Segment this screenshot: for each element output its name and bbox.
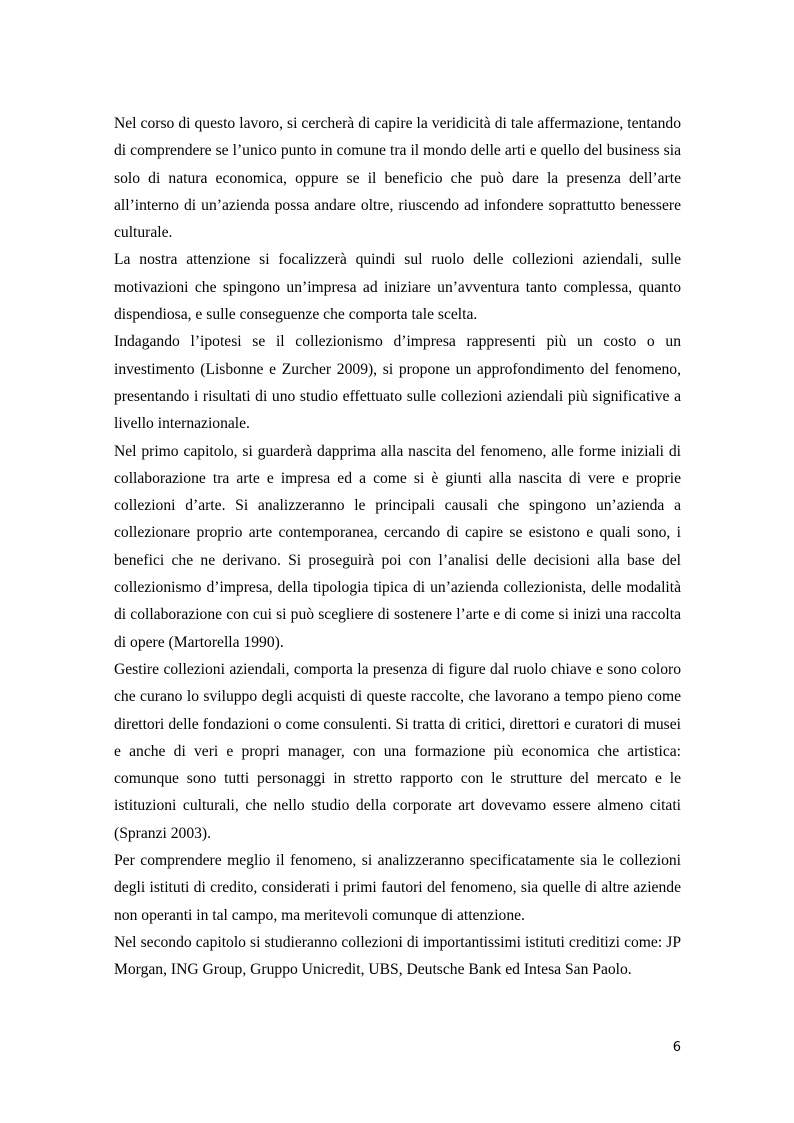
paragraph-method: Per comprendere meglio il fenomeno, si analizzeranno specificatamente sia le collezioni degli istituti di credito, considerati i primi fautori del fenomeno, sia quelle di altre aziende non operanti in tal campo, ma meritevoli comunque di attenzione.: [114, 852, 681, 924]
paragraph-focus: La nostra attenzione si focalizzerà quindi sul ruolo delle collezioni aziendali, sulle motivazioni che spingono un’impresa ad iniziare un’avventura tanto complessa, quanto dispendiosa, e sulle conseguenze che comporta tale scelta.: [114, 251, 681, 324]
paragraph-key-figures: Gestire collezioni aziendali, comporta la presenza di figure dal ruolo chiave e sono coloro che curano lo sviluppo degli acquisti di queste raccolte, che lavorano a tempo pieno come direttori delle fondazioni o come consulenti. Si tratta di critici, direttori e curatori di musei e anche di veri e propri manager, con una formazione più economica che artistica: comunque sono tutti personaggi in stretto rapporto con le strutture del mercato e le istituzioni culturali, che nello studio della corporate art dovevamo essere almeno citati (Spranzi 2003).: [114, 660, 681, 842]
paragraph-hypothesis: Indagando l’ipotesi se il collezionismo d’impresa rappresenti più un costo o un investimento (Lisbonne e Zurcher 2009), si propone un approfondimento del fenomeno, presentando i risultati di uno studio effettuato sulle collezioni aziendali più significative a livello internazionale.: [114, 333, 681, 433]
paragraph-chapter-one: Nel primo capitolo, si guarderà dapprima alla nascita del fenomeno, alle forme iniziali di collaborazione tra arte e impresa ed a come si è giunti alla nascita di vere e proprie collezioni d’arte. Si analizzeranno le principali causali che spingono un’azienda a collezionare proprio arte contemporanea, cercando di capire se esistono e quali sono, i benefici che ne derivano. Si proseguirà poi con l’analisi delle decisioni alla base del collezionismo d’impresa, della tipologia tipica di un’azienda collezionista, delle modalità di collaborazione con cui si può scegliere di sostenere l’arte e di come si inizi una raccolta di opere (Martorella 1990).: [114, 442, 681, 651]
paragraph-chapter-two: Nel secondo capitolo si studieranno collezioni di importantissimi istituti creditizi come: JP Morgan, ING Group, Gruppo Unicredit, UBS, Deutsche Bank ed Intesa San Paolo.: [114, 933, 681, 979]
page-body: [114, 110, 681, 984]
page-number: 6: [672, 1040, 681, 1055]
paragraph-scope: Nel corso di questo lavoro, si cercherà di capire la veridicità di tale affermazione, tentando di comprendere se l’unico punto in comune tra il mondo delle arti e quello del business sia solo di natura economica, oppure se il beneficio che può dare la presenza dell’arte all’interno di un’azienda possa andare oltre, riuscendo ad infondere soprattutto benessere culturale.: [114, 115, 681, 242]
